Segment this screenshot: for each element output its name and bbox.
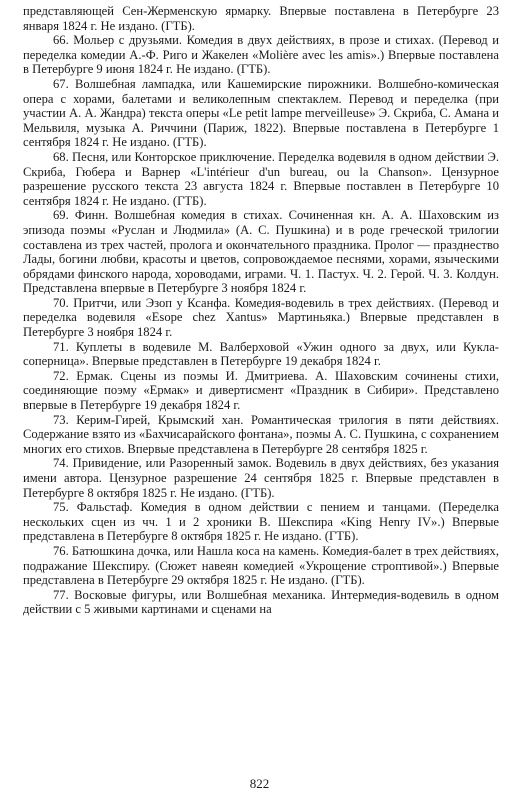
entry-75: 75. Фальстаф. Комедия в одном действии с пением и танцами. (Переделка нескольких сцен из чч. 1 и 2 хроники В. Шекспира «King Henry IV».) Впервые представлена в Петербурге 8 октября 1825 г. Не издано. (ГТБ).: [23, 500, 499, 544]
page-number: 822: [249, 776, 270, 791]
entry-68: 68. Песня, или Конторское приключение. Переделка водевиля в одном действии Э. Скриба, Гюбера и Варнер «L'intérieur d'un bureau, ou la Chanson». Цензурное разрешение русского текста 23 августа 1824 г. Впервые поставлен в Петербурге 10 сентября 1824 г. Не издано. (ГТБ).: [23, 149, 499, 208]
entry-76: 76. Батюшкина дочка, или Нашла коса на камень. Комедия-балет в трех действиях, подражание Шекспиру. (Сюжет навеян комедией «Укрощение строптивой».) Впервые представлена в Петербурге 29 октября 1825 г. Не издано. (ГТБ).: [23, 543, 499, 588]
document-page: [23, 4, 499, 617]
entry-71: 71. Куплеты в водевиле М. Валберховой «Ужин одного за двух, или Кукла-соперница». Впервые представлен в Петербурге 19 декабря 1824 г.: [23, 339, 499, 369]
entry-70: 70. Притчи, или Эзоп у Ксанфа. Комедия-водевиль в трех действиях. (Перевод и переделка водевиля «Esope chez Xantus» Мартиньяка.) Впервые представлен в Петербурге 3 ноября 1824 г.: [23, 295, 499, 340]
continuation-paragraph: представляющей Сен-Жерменскую ярмарку. Впервые поставлена в Петербурге 23 января 1824 г. Не издано. (ГТБ).: [23, 4, 499, 33]
entry-77: 77. Восковые фигуры, или Волшебная механика. Интермедия-водевиль в одном действии с 5 живыми картинами и сценами на: [23, 587, 499, 617]
entry-73: 73. Керим-Гирей, Крымский хан. Романтическая трилогия в пяти действиях. Содержание взято из «Бахчисарайского фонтана», поэмы А. С. Пушкина, с сохранением многих его стихов. Впервые представлена в Петербурге 28 сентября 1825 г.: [23, 412, 499, 456]
entry-74: 74. Привидение, или Разоренный замок. Водевиль в двух действиях, без указания имени автора. Цензурное разрешение 24 сентября 1825 г. Впервые представлен в Петербурге 8 октября 1825 г. Не издано. (ГТБ).: [23, 456, 499, 500]
entry-72: 72. Ермак. Сцены из поэмы И. Дмитриева. А. Шаховским сочинены стихи, соединяющие поэму «Ермак» и дивертисмент «Праздник в Сибири». Представлено впервые в Петербурге 19 декабря 1824 г.: [23, 368, 499, 413]
entry-69: 69. Финн. Волшебная комедия в стихах. Сочиненная кн. А. А. Шаховским из эпизода поэмы «Руслан и Людмила» (А. С. Пушкина) и в роде греческой трилогии составлена из трех частей, пролога и окончательного праздника. Пролог — празднество Лады, богини любви, красоты и цветов, сопровождаемое песнями, хорами, языческими обрядами финского народа, хороводами, играми. Ч. 1. Пастух. Ч. 2. Герой. Ч. 3. Колдун. Представлена впервые в Петербурге 3 ноября 1824 г.: [23, 208, 499, 296]
entry-66: 66. Мольер с друзьями. Комедия в двух действиях, в прозе и стихах. (Перевод и переделка комедии А.-Ф. Риго и Жакелен «Molière avec les amis».) Впервые поставлена в Петербурге 9 июня 1824 г. Не издано. (ГТБ).: [23, 33, 499, 77]
entry-67: 67. Волшебная лампадка, или Кашемирские пирожники. Волшебно-комическая опера с хорами, балетами и великолепным спектаклем. Перевод и переделка (при участии А. А. Жандра) текста оперы «Le petit lampe merveilleuse» Э. Скриба, С. Амана и Мельвиля, музыка А. Риччини (Париж, 1822). Впервые поставлена в Петербурге 1 сентября 1824 г. Не издано. (ГТБ).: [23, 76, 499, 150]
